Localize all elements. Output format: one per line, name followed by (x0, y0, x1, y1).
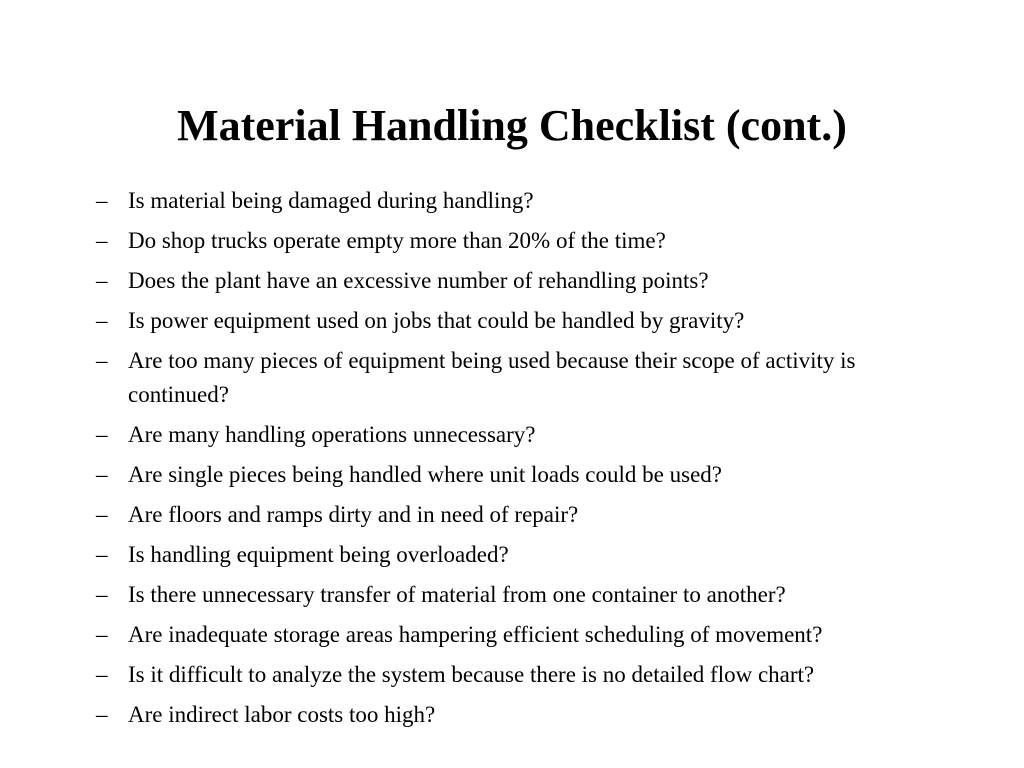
bullet-dash: – (96, 622, 108, 647)
checklist-item-text: Is power equipment used on jobs that could be handled by gravity? (128, 308, 745, 333)
checklist-item-text: Is it difficult to analyze the system because there is no detailed flow chart? (128, 662, 815, 687)
bullet-dash: – (96, 662, 108, 687)
checklist-item (96, 698, 956, 732)
checklist-item-text: Are single pieces being handled where unit loads could be used? (128, 462, 722, 487)
checklist-item-text: Does the plant have an excessive number of rehandling points? (128, 268, 709, 293)
checklist-item-text: Is handling equipment being overloaded? (128, 542, 509, 567)
bullet-dash: – (96, 348, 108, 373)
checklist-item-text: Are too many pieces of equipment being used because their scope of activity is continued? (128, 348, 856, 407)
checklist (96, 184, 956, 738)
bullet-dash: – (96, 502, 108, 527)
checklist-item (96, 538, 956, 572)
bullet-dash: – (96, 268, 108, 293)
slide-title: Material Handling Checklist (cont.) (177, 101, 847, 150)
bullet-dash: – (96, 422, 108, 447)
checklist-item (96, 618, 956, 652)
checklist-item (96, 264, 956, 298)
checklist-item-text: Do shop trucks operate empty more than 20% of the time? (128, 228, 666, 253)
checklist-item (96, 184, 956, 218)
bullet-dash: – (96, 228, 108, 253)
checklist-item-text: Are inadequate storage areas hampering efficient scheduling of movement? (128, 622, 823, 647)
bullet-dash: – (96, 702, 108, 727)
checklist-item (96, 304, 956, 338)
checklist-item-text: Is there unnecessary transfer of material from one container to another? (128, 582, 786, 607)
checklist-item (96, 498, 956, 532)
checklist-item (96, 418, 956, 452)
checklist-item-text: Are indirect labor costs too high? (128, 702, 436, 727)
checklist-item (96, 458, 956, 492)
checklist-item-text: Is material being damaged during handling? (128, 188, 534, 213)
bullet-dash: – (96, 542, 108, 567)
checklist-item-text: Are floors and ramps dirty and in need of repair? (128, 502, 579, 527)
checklist-item-text: Are many handling operations unnecessary? (128, 422, 536, 447)
checklist-item (96, 224, 956, 258)
bullet-dash: – (96, 462, 108, 487)
checklist-item (96, 658, 956, 692)
bullet-dash: – (96, 308, 108, 333)
bullet-dash: – (96, 582, 108, 607)
checklist-item (96, 344, 956, 412)
bullet-dash: – (96, 188, 108, 213)
checklist-item (96, 578, 956, 612)
